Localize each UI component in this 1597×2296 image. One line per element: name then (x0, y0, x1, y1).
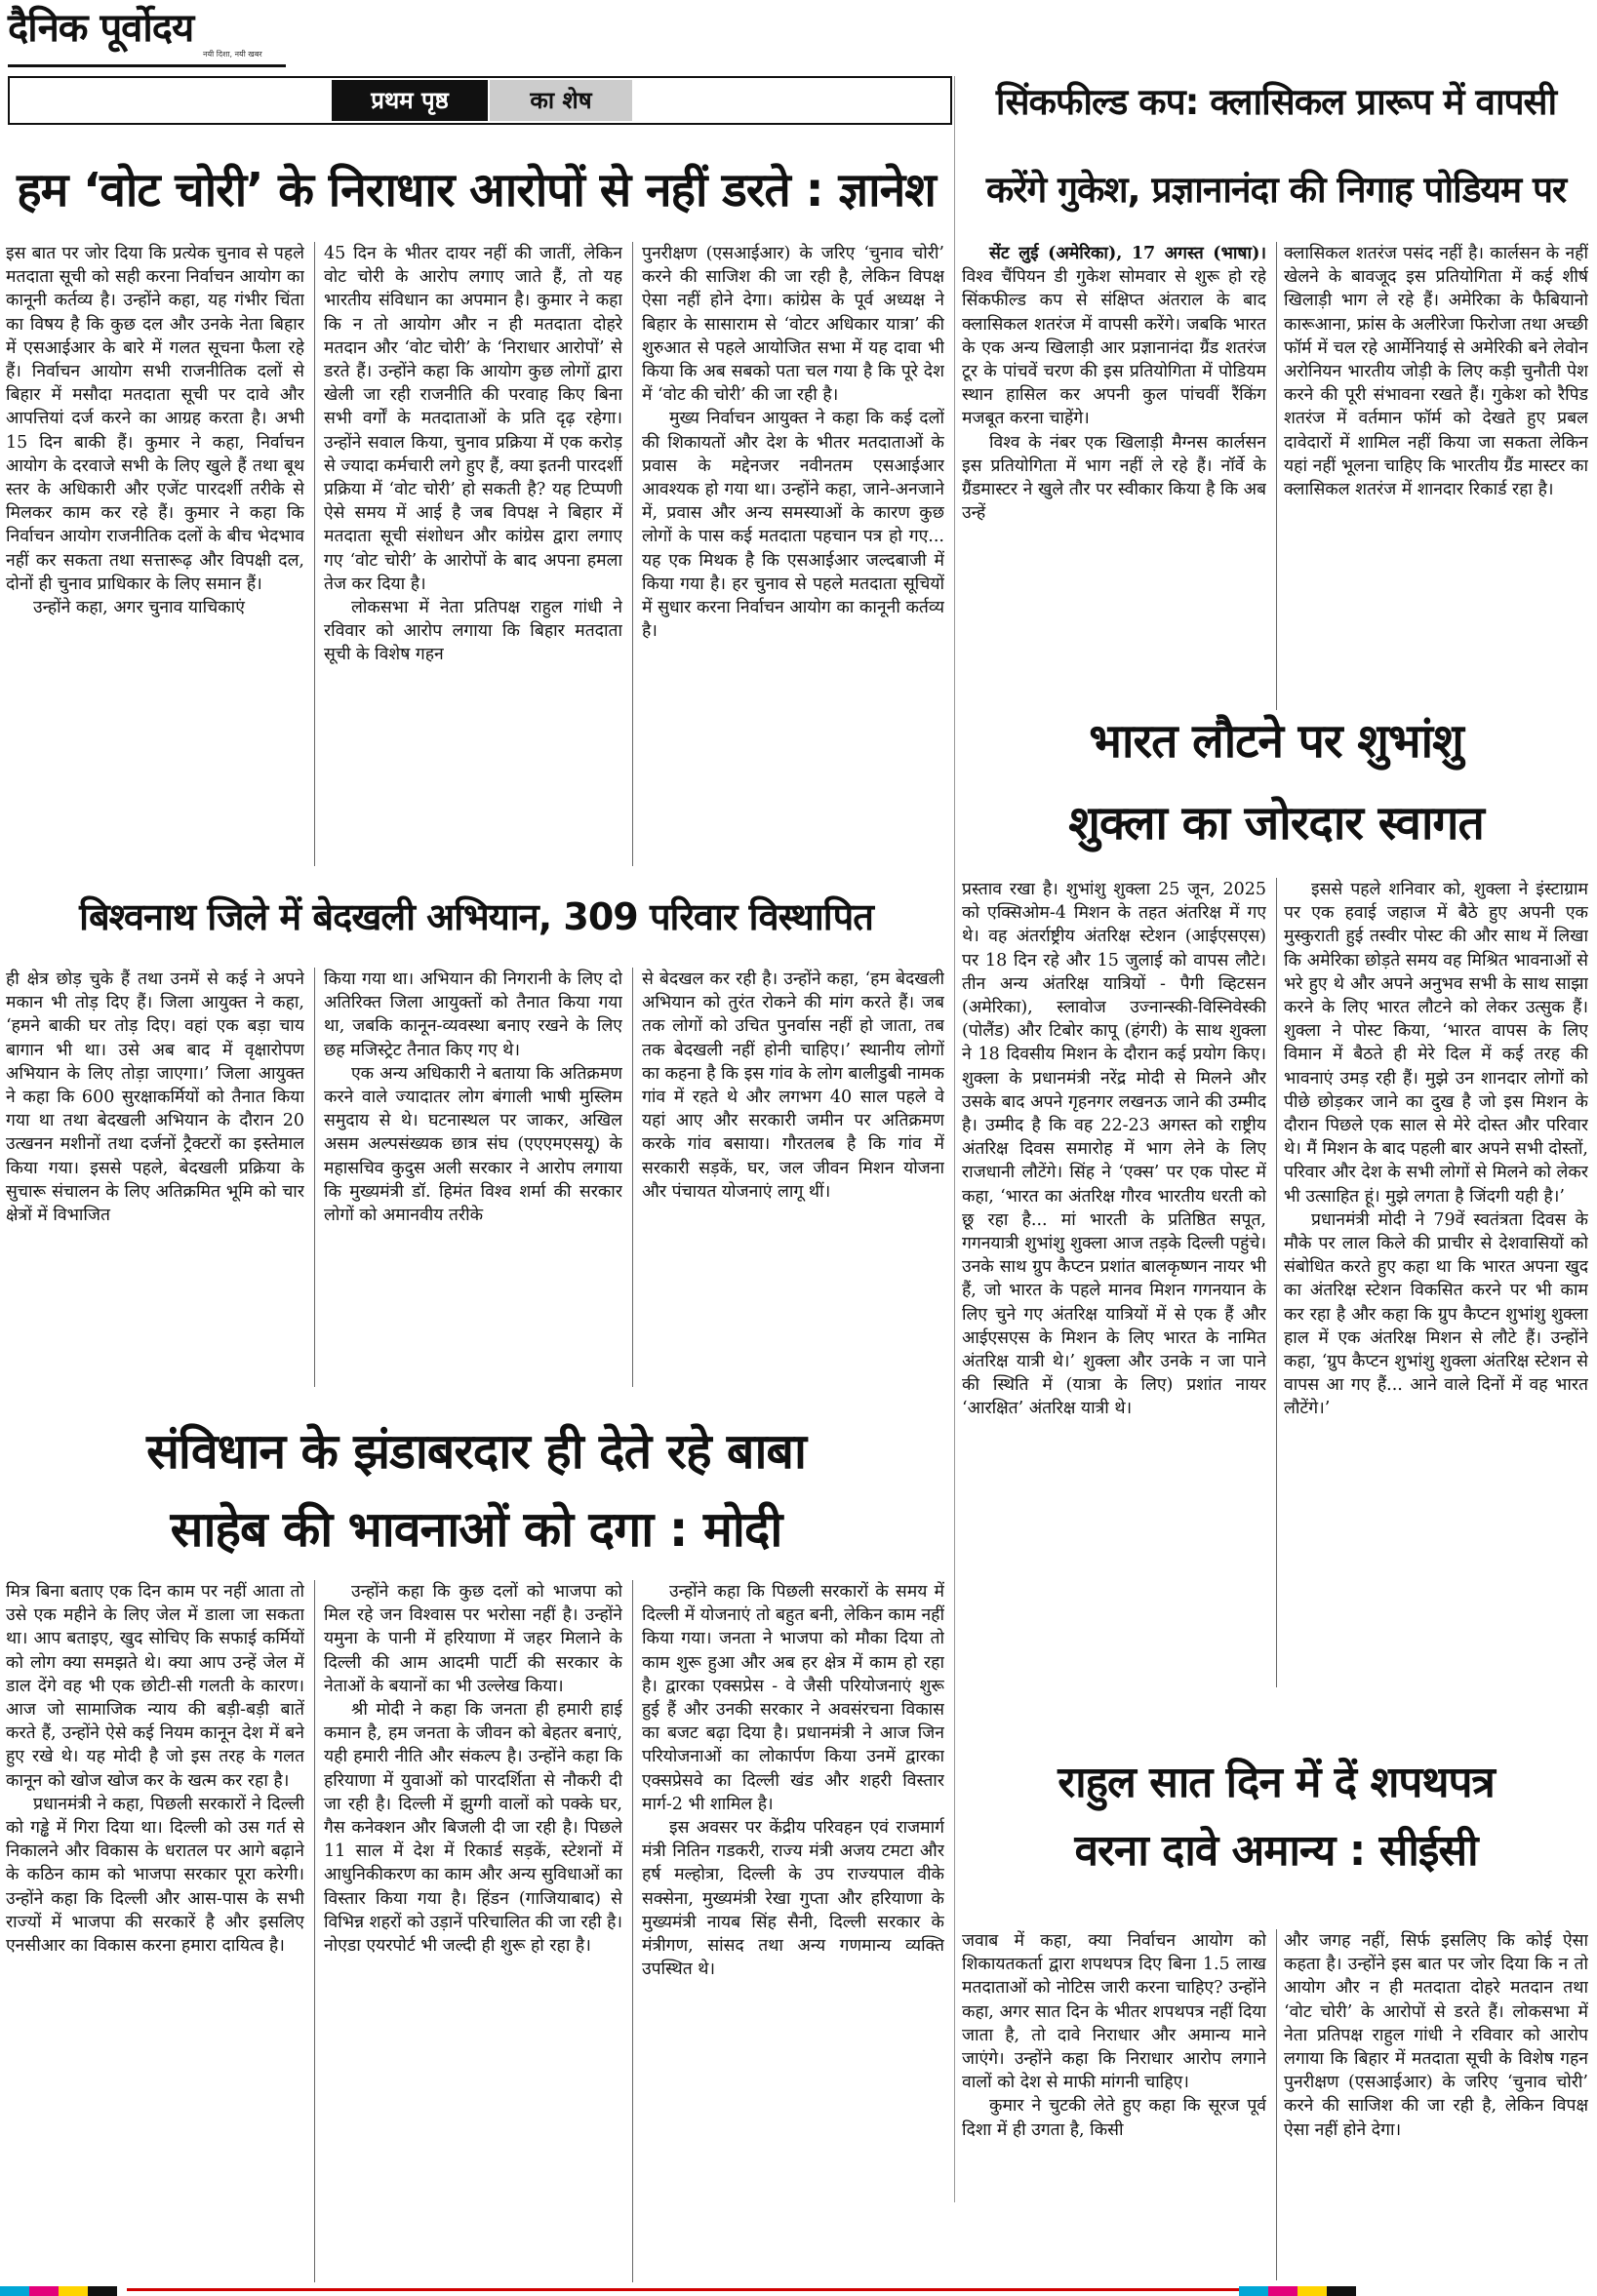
rule (632, 1580, 633, 2282)
story1-col2 (324, 242, 622, 876)
story3-col3 (642, 968, 944, 1389)
color-swatch (1298, 2286, 1327, 2296)
rule (1276, 242, 1277, 710)
story5-headline-line2: साहेब की भावनाओं को दगा : मोदी (170, 1501, 782, 1558)
story3-col3-para: से बेदखल कर रही है। उन्होंने कहा, ‘हम बेदखली अभियान को तुरंत रोकने की मांग करते हैं। जब तक लोगों को उचित पुनर्वास नहीं हो जाता, तब तक बेदखली नहीं होनी चाहिए।’ स्थानीय लोगों का कहना है कि इस गांव के लोग बालीडुबी नामक गांव में रहते थे और लगभग 40 साल पहले वे यहां आए और सरकारी जमीन पर अतिक्रमण करके गांव बसाया। गौरतलब है कि गांव में सरकारी सड़कें, घर, जल जीवन मिशन योजना और पंचायत योजनाएं लागू थीं। (642, 970, 944, 1202)
story6-col2 (1284, 1929, 1588, 2286)
column-divider (954, 76, 955, 2202)
story6-col1-para: जवाब में कहा, क्या निर्वाचन आयोग को शिकायतकर्ता द्वारा शपथपत्र दिए बिना 1.5 लाख मतदाताओं को नोटिस जारी करना चाहिए? उन्होंने कहा, अगर सात दिन के भीतर शपथपत्र नहीं दिया जाता है, तो दावे निराधार और अमान्य माने जाएंगे। उन्होंने कहा कि निराधार आरोप लगाने वालों को देश से माफी मांगनी चाहिए। (962, 1931, 1266, 2093)
color-swatch (1239, 2286, 1268, 2296)
story4-col2-para: इससे पहले शनिवार को, शुक्ला ने इंस्टाग्राम पर एक हवाई जहाज में बैठे हुए अपनी एक मुस्कुराती हुई तस्वीर पोस्ट की और साथ में लिखा कि अमेरिका छोड़ते समय वह मिश्रित भावनाओं से भरे हुए थे और अपने अनुभव सभी के साथ साझा करने के लिए भारत लौटने को लेकर उत्सुक हैं। शुक्ला ने पोस्ट किया, ‘भारत वापस के लिए विमान में बैठते ही मेरे दिल में कई तरह की भावनाएं उमड़ रही हैं। मुझे उन शानदार लोगों को पीछे छोड़कर जाने का दुख है जो इस मिशन के दौरान पिछले एक साल से मेरे दोस्त और परिवार थे। मैं मिशन के बाद पहली बार अपने सभी दोस्तों, परिवार और देश के सभी लोगों से मिलने को लेकर भी उत्साहित हूं। मुझे लगता है जिंदगी यही है।’ (1284, 880, 1588, 1207)
story6-col1-para2: कुमार ने चुटकी लेते हुए कहा कि सूरज पूर्व दिशा में ही उगता है, किसी (962, 2096, 1266, 2140)
color-swatch (29, 2286, 59, 2296)
story3-col2 (324, 968, 622, 1389)
story5-col2 (324, 1580, 622, 2286)
story5-col1-para: मित्र बिना बताए एक दिन काम पर नहीं आता तो उसे एक महीने के लिए जेल में डाला जा सकता था। आप बताइए, खुद सोचिए कि सफाई कर्मियों को लोग क्या समझते थे। क्या आप उन्हें जेल में डाल देंगे वह भी एक छोटी-सी गलती के कारण। आज जो सामाजिक न्याय की बड़ी-बड़ी बातें करते हैं, उन्होंने ऐसे कई नियम कानून देश में बने हुए रखे थे। यह मोदी है जो इस तरह के गलत कानून को खोज खोज कर के खत्म कर रहा है। (6, 1582, 304, 1791)
story1-headline: हम ‘वोट चोरी’ के निराधार आरोपों से नहीं डरते : ज्ञानेश (17, 163, 936, 218)
story5-col2-para2: श्री मोदी ने कहा कि जनता ही हमारी हाई कमान है, हम जनता के जीवन को बेहतर बनाएं, यही हमारी नीति और संकल्प है। उन्होंने कहा कि हरियाणा में युवाओं को पारदर्शिता से नौकरी दी जा रही है। दिल्ली में झुग्गी वालों को पक्के घर, गैस कनेक्शन और बिजली दी जा रही है। पिछले 11 साल में देश में रिकार्ड सड़कें, स्टेशनों में आधुनिकीकरण का काम और अन्य सुविधाओं का विस्तार किया गया है। हिंडन (गाजियाबाद) से विभिन्न शहरों को उड़ानें परिचालित की जा रही है। नोएडा एयरपोर्ट भी जल्दी ही शुरू हो रहा है। (324, 1700, 622, 1957)
rule (1276, 878, 1277, 1687)
story1-col3-para2: मुख्य निर्वाचन आयुक्त ने कहा कि कई दलों की शिकायतों और देश के भीतर मतदाताओं के प्रवास के मद्देनजर नवीनतम एसआईआर आवश्यक हो गया था। उन्होंने कहा, जाने-अनजाने में, प्रवास और अन्य समस्याओं के कारण कुछ लोगों के पास कई मतदाता पहचान पत्र हो गए... यह एक मिथक है कि एसआईआर जल्दबाजी में किया गया है। हर चुनाव से पहले मतदाता सूचियों में सुधार करना निर्वाचन आयोग का कानूनी कर्तव्य है। (642, 409, 944, 642)
story5-col1-para2: प्रधानमंत्री ने कहा, पिछली सरकारों ने दिल्ली को गड्ढे में गिरा दिया था। दिल्ली को उस गर्त से निकालने और विकास के धरातल पर आगे बढ़ाने के कठिन काम को भाजपा सरकार पूरा करेगी। उन्होंने कहा कि दिल्ली और आस-पास के सभी राज्यों में भाजपा की सरकारें है और इसलिए एनसीआर का विकास करना हमारा दायित्व है। (6, 1794, 304, 1957)
masthead-underline (8, 64, 286, 67)
story2-dateline: सेंट लुई (अमेरिका), 17 अगस्त (भाषा)। (989, 244, 1266, 263)
story3-headline: बिश्वनाथ जिले में बेदखली अभियान, 309 परिवार विस्थापित (79, 895, 873, 938)
story1-col1-para: इस बात पर जोर दिया कि प्रत्येक चुनाव से पहले मतदाता सूची को सही करना निर्वाचन आयोग का कानूनी कर्तव्य है। उन्होंने कहा, यह गंभीर चिंता का विषय है कि कुछ दल और उनके नेता बिहार में एसआईआर के बारे में गलत सूचना फैला रहे हैं। निर्वाचन आयोग सभी राजनीतिक दलों से बिहार में मसौदा मतदाता सूची पर दावे और आपत्तियां दर्ज करने का आग्रह करता है। अभी 15 दिन बाकी हैं। कुमार ने कहा, निर्वाचन आयोग के दरवाजे सभी के लिए खुले हैं तथा बूथ स्तर के अधिकारी और एजेंट पारदर्शी तरीके से मिलकर काम कर रहे हैं। कुमार ने कहा कि निर्वाचन आयोग राजनीतिक दलों के बीच भेदभाव नहीं कर सकता तथा सत्तारूढ़ और विपक्षी दल, दोनों ही चुनाव प्राधिकार के लिए समान हैं। (6, 244, 304, 594)
rule (314, 242, 315, 866)
section-label: प्रथम पृष्ठ (332, 80, 488, 121)
rule (314, 1580, 315, 2282)
color-swatch (1327, 2286, 1356, 2296)
story5-col3 (642, 1580, 944, 2286)
story4-col2-para2: प्रधानमंत्री मोदी ने 79वें स्वतंत्रता दिवस के मौके पर लाल किले की प्राचीर से देशवासियों को संबोधित करते हुए कहा था कि भारत अपना खुद का अंतरिक्ष स्टेशन विकसित करने पर भी काम कर रहा है और कहा कि ग्रुप कैप्टन शुभांशु शुक्ला हाल में एक अंतरिक्ष मिशन से लौटे हैं। उन्होंने कहा, ‘ग्रुप कैप्टन शुभांशु शुक्ला अंतरिक्ष स्टेशन से वापस आ गए हैं... आने वाले दिनों में वह भारत लौटेंगे।’ (1284, 1209, 1588, 1419)
color-swatch (1268, 2286, 1298, 2296)
rule (314, 968, 315, 1387)
story1-col1 (6, 242, 304, 876)
story4-headline-line2: शुक्ला का जोरदार स्वागत (1068, 796, 1484, 851)
story2-col1-para2: विश्व के नंबर एक खिलाड़ी मैग्नस कार्लसन इस प्रतियोगिता में भाग नहीं ले रहे हैं। नॉर्वे के ग्रैंडमास्टर ने खुले तौर पर स्वीकार किया है कि अब उन्हें (962, 432, 1266, 524)
story1-col3-para: पुनरीक्षण (एसआईआर) के जरिए ‘चुनाव चोरी’ करने की साजिश की जा रही है, लेकिन विपक्ष ऐसा नहीं होने देगा। कांग्रेस के पूर्व अध्यक्ष ने बिहार के सासाराम से ‘वोटर अधिकार यात्रा’ की शुरुआत से पहले आयोजित सभा में यह दावा भी किया कि अब सबको पता चल गया है कि पूरे देश में ‘वोट की चोरी’ की जा रही है। (642, 244, 944, 406)
story1-col1-para2: उन्होंने कहा, अगर चुनाव याचिकाएं (33, 598, 245, 618)
story5-headline-line1: संविधान के झंडाबरदार ही देते रहे बाबा (146, 1423, 806, 1480)
story5-col1 (6, 1580, 304, 2286)
story6-headline-line1: राहुल सात दिन में दें शपथपत्र (1058, 1758, 1495, 1807)
story5-col3-para: उन्होंने कहा कि पिछली सरकारों के समय में दिल्ली में योजनाएं तो बहुत बनी, लेकिन काम नहीं किया गया। जनता ने भाजपा को मौका दिया तो काम शुरू हुआ और अब हर क्षेत्र में काम हो रहा है। द्वारका एक्सप्रेस - वे जैसी परियोजनाएं शुरू हुई हैं और उनकी सरकार ने अवसंरचना विकास का बजट बढ़ा दिया है। प्रधानमंत्री ने आज जिन परियोजनाओं का लोकार्पण किया उनमें द्वारका एक्सप्रेसवे का दिल्ली खंड और शहरी विस्तार मार्ग-2 भी शामिल है। (642, 1582, 944, 1814)
masthead-name: दैनिक पूर्वोदय (8, 5, 194, 51)
story3-col1-para: ही क्षेत्र छोड़ चुके हैं तथा उनमें से कई ने अपने मकान भी तोड़ दिए हैं। जिला आयुक्त ने कहा, ‘हमने बाकी घर तोड़ दिए। वहां एक बड़ा चाय बागान भी था। उसे अब बाद में वृक्षारोपण अभियान के लिए तोड़ा जाएगा।’ जिला आयुक्त ने कहा कि 600 सुरक्षाकर्मियों को तैनात किया गया था तथा बेदखली अभियान के दौरान 20 उत्खनन मशीनों तथा दर्जनों ट्रैक्टरों का इस्तेमाल किया गया। इससे पहले, बेदखली प्रक्रिया के सुचारू संचालन के लिए अतिक्रमित भूमि को चार क्षेत्रों में विभाजित (6, 970, 304, 1226)
story5-col2-para: उन्होंने कहा कि कुछ दलों को भाजपा को मिल रहे जन विश्वास पर भरोसा नहीं है। उन्होंने यमुना के पानी में हरियाणा में जहर मिलाने के दिल्ली की आम आदमी पार्टी की सरकार के नेताओं के बयानों का भी उल्लेख किया। (324, 1582, 622, 1696)
story4-col1 (962, 878, 1266, 1697)
story2-headline-line1: सिंकफील्ड कप: क्लासिकल प्रारूप में वापसी (995, 81, 1557, 123)
masthead (8, 4, 291, 64)
story5-col3-para2: इस अवसर पर केंद्रीय परिवहन एवं राजमार्ग मंत्री नितिन गडकरी, राज्य मंत्री अजय टमटा और हर्ष मल्होत्रा, दिल्ली के उप राज्यपाल वीके सक्सेना, मुख्यमंत्री रेखा गुप्ता और हरियाणा के मुख्यमंत्री नायब सिंह सैनी, दिल्ली सरकार के मंत्रीगण, सांसद तथा अन्य गणमान्य व्यक्ति उपस्थित थे। (642, 1818, 944, 1980)
rule (632, 242, 633, 866)
story2-col2-para: क्लासिकल शतरंज पसंद नहीं है। कार्लसन के नहीं खेलने के बावजूद इस प्रतियोगिता में कई शीर्ष खिलाड़ी भाग ले रहे हैं। अमेरिका के फैबियानो कारूआना, फ्रांस के अलीरेजा फिरोजा तथा अच्छी फॉर्म में चल रहे आर्मेनियाई से अमेरिकी बने लेवोन अरोनियन भारतीय जोड़ी के लिए कड़ी चुनौती पेश करने की पूरी संभावना रखते हैं। गुकेश को रैपिड शतरंज में वर्तमान फॉर्म को देखते हुए प्रबल दावेदारों में शामिल नहीं किया जा सकता लेकिन यहां नहीं भूलना चाहिए कि भारतीय ग्रैंड मास्टर का क्लासिकल शतरंज में शानदार रिकार्ड रहा है। (1284, 244, 1588, 500)
rule (1276, 1929, 1277, 2280)
section-suffix: का शेष (490, 80, 632, 121)
registration-marks-left (0, 2286, 117, 2296)
story1-col3 (642, 242, 944, 876)
story1-col2-para2: लोकसभा में नेता प्रतिपक्ष राहुल गांधी ने रविवार को आरोप लगाया कि बिहार मतदाता सूची के विशेष गहन (324, 598, 622, 665)
story6-col1 (962, 1929, 1266, 2286)
story2-headline-line2: करेंगे गुकेश, प्रज्ञानानंदा की निगाह पोडियम पर (985, 169, 1567, 211)
story2-col1-para (962, 242, 1266, 431)
story2-col1 (962, 242, 1266, 716)
registration-marks-right (1239, 2286, 1356, 2296)
story4-col2 (1284, 878, 1588, 1697)
story6-headline-line2: वरना दावे अमान्य : सीईसी (1074, 1826, 1478, 1876)
story1-col2-para: 45 दिन के भीतर दायर नहीं की जातीं, लेकिन वोट चोरी के आरोप लगाए जाते हैं, तो यह भारतीय संविधान का अपमान है। कुमार ने कहा कि न तो आयोग और न ही मतदाता दोहरे मतदान और ‘वोट चोरी’ के ‘निराधार आरोपों’ से डरते हैं। उन्होंने कहा कि आयोग कुछ लोगों द्वारा खेली जा रही राजनीति की परवाह किए बिना सभी वर्गों के मतदाताओं के प्रति दृढ़ रहेगा। उन्होंने सवाल किया, चुनाव प्रक्रिया में एक करोड़ से ज्यादा कर्मचारी लगे हुए हैं, क्या इतनी पारदर्शी प्रक्रिया में ‘वोट चोरी’ हो सकती है? यह टिप्पणी ऐसे समय में आई है जब विपक्ष ने बिहार में मतदाता सूची संशोधन और कांग्रेस द्वारा लगाए गए ‘वोट चोरी’ के आरोपों के बाद अपना हमला तेज कर दिया है। (324, 244, 622, 594)
story6-col2-para: और जगह नहीं, सिर्फ इसलिए कि कोई ऐसा कहता है। उन्होंने इस बात पर जोर दिया कि न तो आयोग और न ही मतदाता दोहरे मतदान तथा ‘वोट चोरी’ के आरोपों से डरते हैं। लोकसभा में नेता प्रतिपक्ष राहुल गांधी ने रविवार को आरोप लगाया कि बिहार में मतदाता सूची के विशेष गहन पुनरीक्षण (एसआईआर) के जरिए ‘चुनाव चोरी’ करने की साजिश की जा रही है, लेकिन विपक्ष ऐसा नहीं होने देगा। (1284, 1931, 1588, 2140)
story4-headline-line1: भारत लौटने पर शुभांशु (1089, 714, 1463, 769)
masthead-tagline: नयी दिशा, नयी खबर (203, 50, 262, 59)
footer-rule (127, 2288, 1239, 2291)
story3-col1 (6, 968, 304, 1389)
color-swatch (88, 2286, 117, 2296)
section-bar (8, 76, 952, 125)
story3-col2-para2: एक अन्य अधिकारी ने बताया कि अतिक्रमण करने वाले ज्यादातर लोग बंगाली भाषी मुस्लिम समुदाय से थे। घटनास्थल पर जाकर, अखिल असम अल्पसंख्यक छात्र संघ (एएएमएसयू) के महासचिव कुदुस अली सरकार ने आरोप लगाया कि मुख्यमंत्री डॉ. हिमंत विश्व शर्मा की सरकार लोगों को अमानवीय तरीके (324, 1063, 622, 1226)
rule (632, 968, 633, 1387)
color-swatch (0, 2286, 29, 2296)
story2-col2 (1284, 242, 1588, 716)
story4-col1-para: प्रस्ताव रखा है। शुभांशु शुक्ला 25 जून, 2025 को एक्सिओम-4 मिशन के तहत अंतरिक्ष में गए थे। वह अंतर्राष्ट्रीय अंतरिक्ष स्टेशन (आईएसएस) पर 18 दिन रहे और 15 जुलाई को वापस लौटे। तीन अन्य अंतरिक्ष यात्रियों - पैगी व्हिटसन (अमेरिका), स्लावोज उज्नान्स्की-विस्निवेस्की (पोलैंड) और टिबोर कापू (हंगरी) के साथ शुक्ला ने 18 दिवसीय मिशन के दौरान कई प्रयोग किए। शुक्ला के प्रधानमंत्री नरेंद्र मोदी से मिलने और उसके बाद अपने गृहनगर लखनऊ जाने की उम्मीद है। उम्मीद है कि वह 22-23 अगस्त को राष्ट्रीय अंतरिक्ष दिवस समारोह में भाग लेने के लिए राजधानी लौटेंगे। सिंह ने ‘एक्स’ पर एक पोस्ट में कहा, ‘भारत का अंतरिक्ष गौरव भारतीय धरती को छू रहा है... मां भारती के प्रतिष्ठित सपूत, गगनयात्री शुभांशु शुक्ला आज तड़के दिल्ली पहुंचे। उनके साथ ग्रुप कैप्टन प्रशांत बालकृष्णन नायर भी हैं, जो भारत के पहले मानव मिशन गगनयान के लिए चुने गए अंतरिक्ष यात्रियों में से एक हैं और आईएसएस के मिशन के लिए भारत के नामित अंतरिक्ष यात्री थे।’ शुक्ला और उनके न जा पाने की स्थिति में (यात्रा के लिए) प्रशांत नायर ‘आरक्षित’ अंतरिक्ष यात्री थे। (962, 880, 1266, 1419)
story2-col1-text: विश्व चैंपियन डी गुकेश सोमवार से शुरू हो रहे सिंकफील्ड कप से संक्षिप्त अंतराल के बाद क्लासिकल शतरंज में वापसी करेंगे। जबकि भारत के एक अन्य खिलाड़ी आर प्रज्ञानानंदा ग्रैंड शतरंज टूर के पांचवें चरण की इस प्रतियोगिता में पोडियम स्थान हासिल कर अपनी कुल पांचवीं रैंकिंग मजबूत करना चाहेंगे। (962, 267, 1266, 429)
story3-col2-para: किया गया था। अभियान की निगरानी के लिए दो अतिरिक्त जिला आयुक्तों को तैनात किया गया था, जबकि कानून-व्यवस्था बनाए रखने के लिए छह मजिस्ट्रेट तैनात किए गए थे। (324, 970, 622, 1060)
color-swatch (59, 2286, 88, 2296)
